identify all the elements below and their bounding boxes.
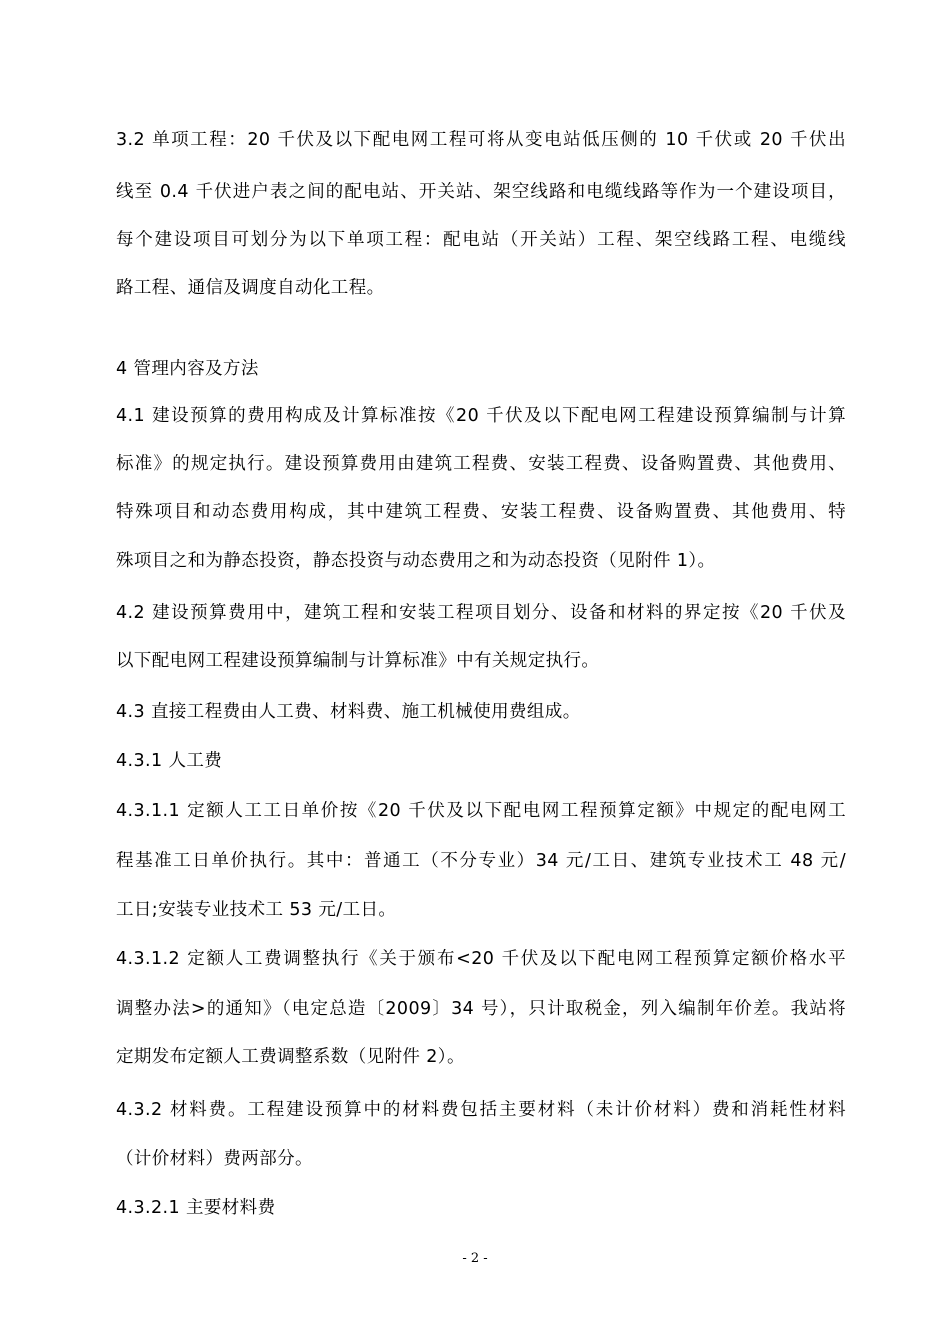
paragraph-4-3-1-1-line-1: 4.3.1.1 定额人工工日单价按《20 千伏及以下配电网工程预算定额》中规定的配电网工 [116, 801, 846, 821]
paragraph-4-3-1-2-line-2: 调整办法>的通知》（电定总造〔2009〕34 号），只计取税金，列入编制年价差。我站将 [116, 999, 846, 1019]
paragraph-4-2-line-2: 以下配电网工程建设预算编制与计算标准》中有关规定执行。 [116, 651, 600, 671]
heading-4-3-2-1: 4.3.2.1 主要材料费 [116, 1198, 276, 1218]
paragraph-4-3: 4.3 直接工程费由人工费、材料费、施工机械使用费组成。 [116, 702, 581, 722]
section-heading-4: 4 管理内容及方法 [116, 359, 259, 379]
paragraph-3-2-line-3: 每个建设项目可划分为以下单项工程：配电站（开关站）工程、架空线路工程、电缆线 [116, 230, 846, 250]
heading-4-3-1: 4.3.1 人工费 [116, 751, 223, 771]
paragraph-4-3-1-2-line-3: 定期发布定额人工费调整系数（见附件 2）。 [116, 1047, 465, 1067]
paragraph-4-3-1-1-line-3: 工日;安装专业技术工 53 元/工日。 [116, 900, 397, 920]
paragraph-4-1-line-2: 标准》的规定执行。建设预算费用由建筑工程费、安装工程费、设备购置费、其他费用、 [116, 454, 846, 474]
paragraph-3-2-line-4: 路工程、通信及调度自动化工程。 [116, 278, 385, 298]
paragraph-3-2-line-2: 线至 0.4 千伏进户表之间的配电站、开关站、架空线路和电缆线路等作为一个建设项目， [116, 182, 846, 202]
paragraph-4-1-line-1: 4.1 建设预算的费用构成及计算标准按《20 千伏及以下配电网工程建设预算编制与计算 [116, 406, 846, 426]
paragraph-4-3-2-line-1: 4.3.2 材料费。工程建设预算中的材料费包括主要材料（未计价材料）费和消耗性材料 [116, 1100, 846, 1120]
paragraph-4-1-line-4: 殊项目之和为静态投资，静态投资与动态费用之和为动态投资（见附件 1）。 [116, 551, 716, 571]
paragraph-4-3-1-2-line-1: 4.3.1.2 定额人工费调整执行《关于颁布<20 千伏及以下配电网工程预算定额价格水平 [116, 949, 846, 969]
paragraph-3-2-line-1: 3.2 单项工程：20 千伏及以下配电网工程可将从变电站低压侧的 10 千伏或 20 千伏出 [116, 130, 846, 150]
paragraph-4-2-line-1: 4.2 建设预算费用中，建筑工程和安装工程项目划分、设备和材料的界定按《20 千伏及 [116, 603, 846, 623]
paragraph-4-1-line-3: 特殊项目和动态费用构成，其中建筑工程费、安装工程费、设备购置费、其他费用、特 [116, 502, 846, 522]
paragraph-4-3-1-1-line-2: 程基准工日单价执行。其中：普通工（不分专业）34 元/工日、建筑专业技术工 48 元/ [116, 851, 846, 871]
page-number: - 2 - [462, 1251, 488, 1266]
paragraph-4-3-2-line-2: （计价材料）费两部分。 [116, 1149, 313, 1169]
